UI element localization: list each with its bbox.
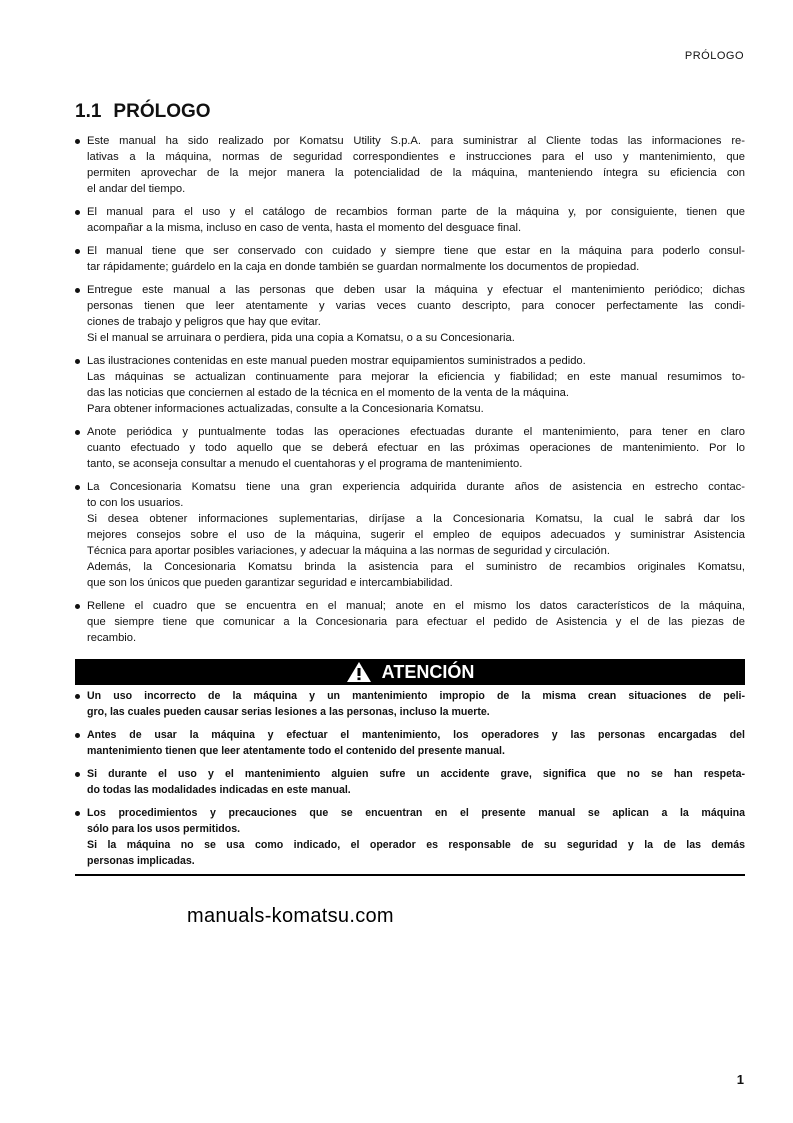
text-line: to con los usuarios.: [87, 497, 184, 509]
section-title: [75, 101, 211, 123]
bullet-item: [75, 766, 745, 798]
text-line: recambio.: [87, 632, 137, 644]
bullet-item: [75, 805, 745, 869]
page-number: 1: [736, 1072, 744, 1087]
bullet-item: [75, 282, 745, 346]
text-line: Antes de usar la máquina y efectuar el mantenimiento, los operadores y las personas encargadas del: [87, 729, 745, 741]
bullet-item: [75, 479, 745, 591]
section-number: 1.1: [75, 101, 102, 122]
bullet-icon: [75, 604, 80, 609]
bullet-item: [75, 133, 745, 197]
text-line: Las ilustraciones contenidas en este manual pueden mostrar equipamientos suministrados a pedido.: [87, 355, 586, 367]
text-line: personas tienen que leer atentamente y varias veces cuanto descripto, para conocer perfectamente las condi-: [87, 300, 745, 312]
text-line: Un uso incorrecto de la máquina y un mantenimiento impropio de la misma crean situaciones de peli-: [87, 690, 745, 702]
running-header: PRÓLOGO: [684, 50, 744, 62]
text-line: Si la máquina no se usa como indicado, el operador es responsable de su seguridad y la de las demás: [87, 839, 745, 851]
text-line: tanto, se aconseja consultar a menudo el cuentahoras y el programa de mantenimiento.: [87, 458, 523, 470]
text-line: personas implicadas.: [87, 855, 195, 867]
prologue-body: [75, 133, 745, 653]
text-line: que son los únicos que pueden garantizar seguridad e intercambiabilidad.: [87, 577, 453, 589]
text-line: Los procedimientos y precauciones que se encuentran en el presente manual se aplican a la máquina: [87, 807, 745, 819]
text-line: Si desea obtener informaciones suplementarias, diríjase a la Concesionaria Komatsu, la cual le sabrá dar los: [87, 513, 745, 525]
section-divider: [75, 874, 745, 876]
text-line: el andar del tiempo.: [87, 183, 186, 195]
text-line: El manual para el uso y el catálogo de recambios forman parte de la máquina y, por consiguiente, tienen que: [87, 206, 745, 218]
bullet-item: [75, 727, 745, 759]
watermark: manuals-komatsu.com: [187, 905, 394, 927]
bullet-item: [75, 204, 745, 236]
bullet-icon: [75, 772, 80, 777]
text-line: cuanto efectuado y todo aquello que se deberá efectuar en las próximas operaciones de mantenimiento. Por lo: [87, 442, 745, 454]
text-line: Rellene el cuadro que se encuentra en el manual; anote en el mismo los datos característicos de la máquina,: [87, 600, 745, 612]
bullet-icon: [75, 733, 80, 738]
bullet-icon: [75, 210, 80, 215]
text-line: tar rápidamente; guárdelo en la caja en donde también se guardan normalmente los documentos de propiedad.: [87, 261, 640, 273]
text-line: sólo para los usos permitidos.: [87, 823, 241, 835]
text-line: Este manual ha sido realizado por Komatsu Utility S.p.A. para suministrar al Cliente todas las informaciones re-: [87, 135, 745, 147]
bullet-icon: [75, 485, 80, 490]
text-line: Entregue este manual a las personas que deben usar la máquina y efectuar el mantenimiento periódico; dichas: [87, 284, 745, 296]
bullet-icon: [75, 139, 80, 144]
section-title-text: PRÓLOGO: [113, 101, 211, 122]
warning-banner: [75, 659, 745, 685]
bullet-item: [75, 598, 745, 646]
text-line: mantenimiento tienen que leer atentamente todo el contenido del presente manual.: [87, 745, 505, 757]
bullet-icon: [75, 359, 80, 364]
text-line: das las noticias que conciernen al estado de la técnica en el momento de la venta de la máquina.: [87, 387, 569, 399]
text-line: Si el manual se arruinara o perdiera, pida una copia a Komatsu, o a su Concesionaria.: [87, 332, 515, 344]
text-line: Técnica para aportar posibles variaciones, y adecuar la máquina a las normas de seguridad y circulación.: [87, 545, 610, 557]
bullet-icon: [75, 249, 80, 254]
bullet-item: [75, 353, 745, 417]
bullet-icon: [75, 288, 80, 293]
text-line: gro, las cuales pueden causar serias lesiones a las personas, incluso la muerte.: [87, 706, 490, 718]
text-line: Para obtener informaciones actualizadas, consulte a la Concesionaria Komatsu.: [87, 403, 484, 415]
warning-triangle-icon: [346, 661, 372, 683]
text-line: Si durante el uso y el mantenimiento alguien sufre un accidente grave, significa que no se han respeta-: [87, 768, 745, 780]
bullet-item: [75, 688, 745, 720]
text-line: La Concesionaria Komatsu tiene una gran experiencia adquirida durante años de asistencia en estrecho contac-: [87, 481, 745, 493]
warning-label: ATENCIÓN: [381, 661, 475, 682]
text-line: El manual tiene que ser conservado con cuidado y siempre tiene que estar en la máquina para poderlo consul-: [87, 245, 745, 257]
text-line: Anote periódica y puntualmente todas las operaciones efectuadas durante el mantenimiento, para tener en claro: [87, 426, 745, 438]
text-line: permiten aprovechar de la mejor manera la potencialidad de la máquina, manteniendo íntegra su eficiencia con: [87, 167, 745, 179]
bullet-icon: [75, 694, 80, 699]
bullet-item: [75, 424, 745, 472]
text-line: do todas las modalidades indicadas en este manual.: [87, 784, 351, 796]
text-line: Además, la Concesionaria Komatsu brinda la asistencia para el suministro de recambios originales Komatsu,: [87, 561, 745, 573]
text-line: mejores consejos sobre el uso de la máquina, sugerir el empleo de equipos adecuados y suministrar Asistencia: [87, 529, 745, 541]
text-line: lativas a la máquina, normas de seguridad correspondientes e instrucciones para el uso y mantenimiento, que: [87, 151, 745, 163]
bullet-icon: [75, 430, 80, 435]
bullet-icon: [75, 811, 80, 816]
warning-body: [75, 688, 745, 876]
text-line: Las máquinas se actualizan continuamente para mejorar la eficiencia y fiabilidad; en este manual resumimos to-: [87, 371, 745, 383]
text-line: ciones de trabajo y peligros que hay que evitar.: [87, 316, 321, 328]
bullet-item: [75, 243, 745, 275]
text-line: que siempre tiene que comunicar a la Concesionaria para efectuar el pedido de Asistencia y el de las piezas de: [87, 616, 745, 628]
text-line: acompañar a la misma, incluso en caso de venta, hasta el momento del desguace final.: [87, 222, 522, 234]
